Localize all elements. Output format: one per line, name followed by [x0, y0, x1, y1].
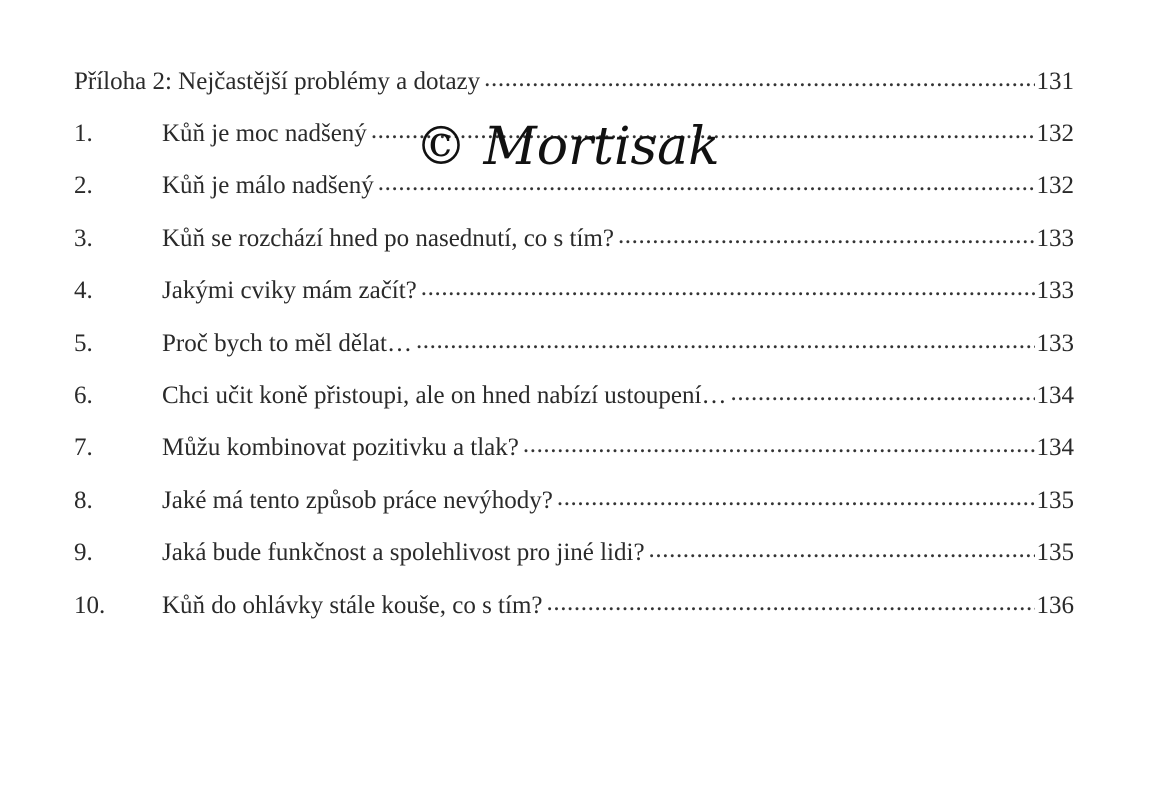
- toc-entry-number: 8.: [74, 486, 93, 514]
- toc-entry-number: 6.: [74, 381, 93, 409]
- dot-leader: [547, 593, 1035, 613]
- toc-entry-number: 10.: [74, 591, 106, 619]
- toc-entry-title: Jaké má tento způsob práce nevýhody?: [162, 486, 553, 514]
- copyright-watermark: © Mortisak: [415, 117, 720, 177]
- toc-entry: [74, 475, 1074, 527]
- dot-leader: [378, 173, 1035, 193]
- dot-leader: [371, 121, 1035, 141]
- dot-leader: [730, 383, 1034, 403]
- toc-entry-title: Kůň je málo nadšený: [162, 172, 374, 200]
- toc-entry-title: Proč bych to měl dělat…: [162, 329, 412, 357]
- toc-entry-number: 9.: [74, 539, 93, 567]
- toc-entry: [74, 370, 1074, 422]
- dot-leader: [523, 435, 1035, 455]
- table-of-contents: [74, 56, 1074, 632]
- toc-entry-number: 3.: [74, 224, 93, 252]
- dot-leader: [649, 540, 1035, 560]
- toc-entry-page: 132: [1036, 172, 1074, 200]
- toc-entry: [74, 213, 1074, 265]
- toc-entry-title: Kůň se rozchází hned po nasednutí, co s tím?: [162, 224, 614, 252]
- toc-entry-title: Chci učit koně přistoupi, ale on hned nabízí ustoupení…: [162, 381, 727, 409]
- toc-entry-number: 7.: [74, 434, 93, 462]
- toc-entry-title: Jaká bude funkčnost a spolehlivost pro jiné lidi?: [162, 539, 645, 567]
- toc-header-page: 131: [1036, 68, 1074, 95]
- toc-entry-page: 135: [1036, 539, 1074, 567]
- toc-entry: [74, 580, 1074, 632]
- dot-leader: [416, 331, 1035, 351]
- toc-entry-page: 136: [1036, 591, 1074, 619]
- toc-entry-number: 2.: [74, 172, 93, 200]
- toc-entry: [74, 108, 1074, 160]
- toc-entry-page: 134: [1036, 434, 1074, 462]
- dot-leader: [484, 69, 1034, 89]
- toc-entry-page: 132: [1036, 120, 1074, 147]
- toc-entry-title: Kůň je moc nadšený: [162, 120, 367, 147]
- dot-leader: [557, 488, 1035, 508]
- toc-entry-number: 5.: [74, 329, 93, 357]
- toc-entry-title: Můžu kombinovat pozitivku a tlak?: [162, 434, 519, 462]
- toc-entry-page: 133: [1036, 329, 1074, 357]
- toc-entry-page: 133: [1036, 224, 1074, 252]
- toc-entry-title: Jakými cviky mám začít?: [162, 277, 417, 305]
- toc-entry-number: 4.: [74, 277, 93, 305]
- toc-entry: [74, 318, 1074, 370]
- toc-entry-page: 133: [1036, 277, 1074, 305]
- toc-entry: [74, 160, 1074, 212]
- toc-entry-page: 134: [1036, 381, 1074, 409]
- toc-entry: [74, 527, 1074, 579]
- toc-entry: [74, 422, 1074, 474]
- toc-entry-number: 1.: [74, 120, 93, 147]
- dot-leader: [618, 226, 1035, 246]
- toc-entry-title: Kůň do ohlávky stále kouše, co s tím?: [162, 591, 543, 619]
- toc-entry: [74, 265, 1074, 317]
- toc-header-title: Příloha 2: Nejčastější problémy a dotazy: [74, 68, 481, 95]
- toc-entry-page: 135: [1036, 486, 1074, 514]
- dot-leader: [421, 278, 1035, 298]
- toc-header-row: [74, 56, 1074, 108]
